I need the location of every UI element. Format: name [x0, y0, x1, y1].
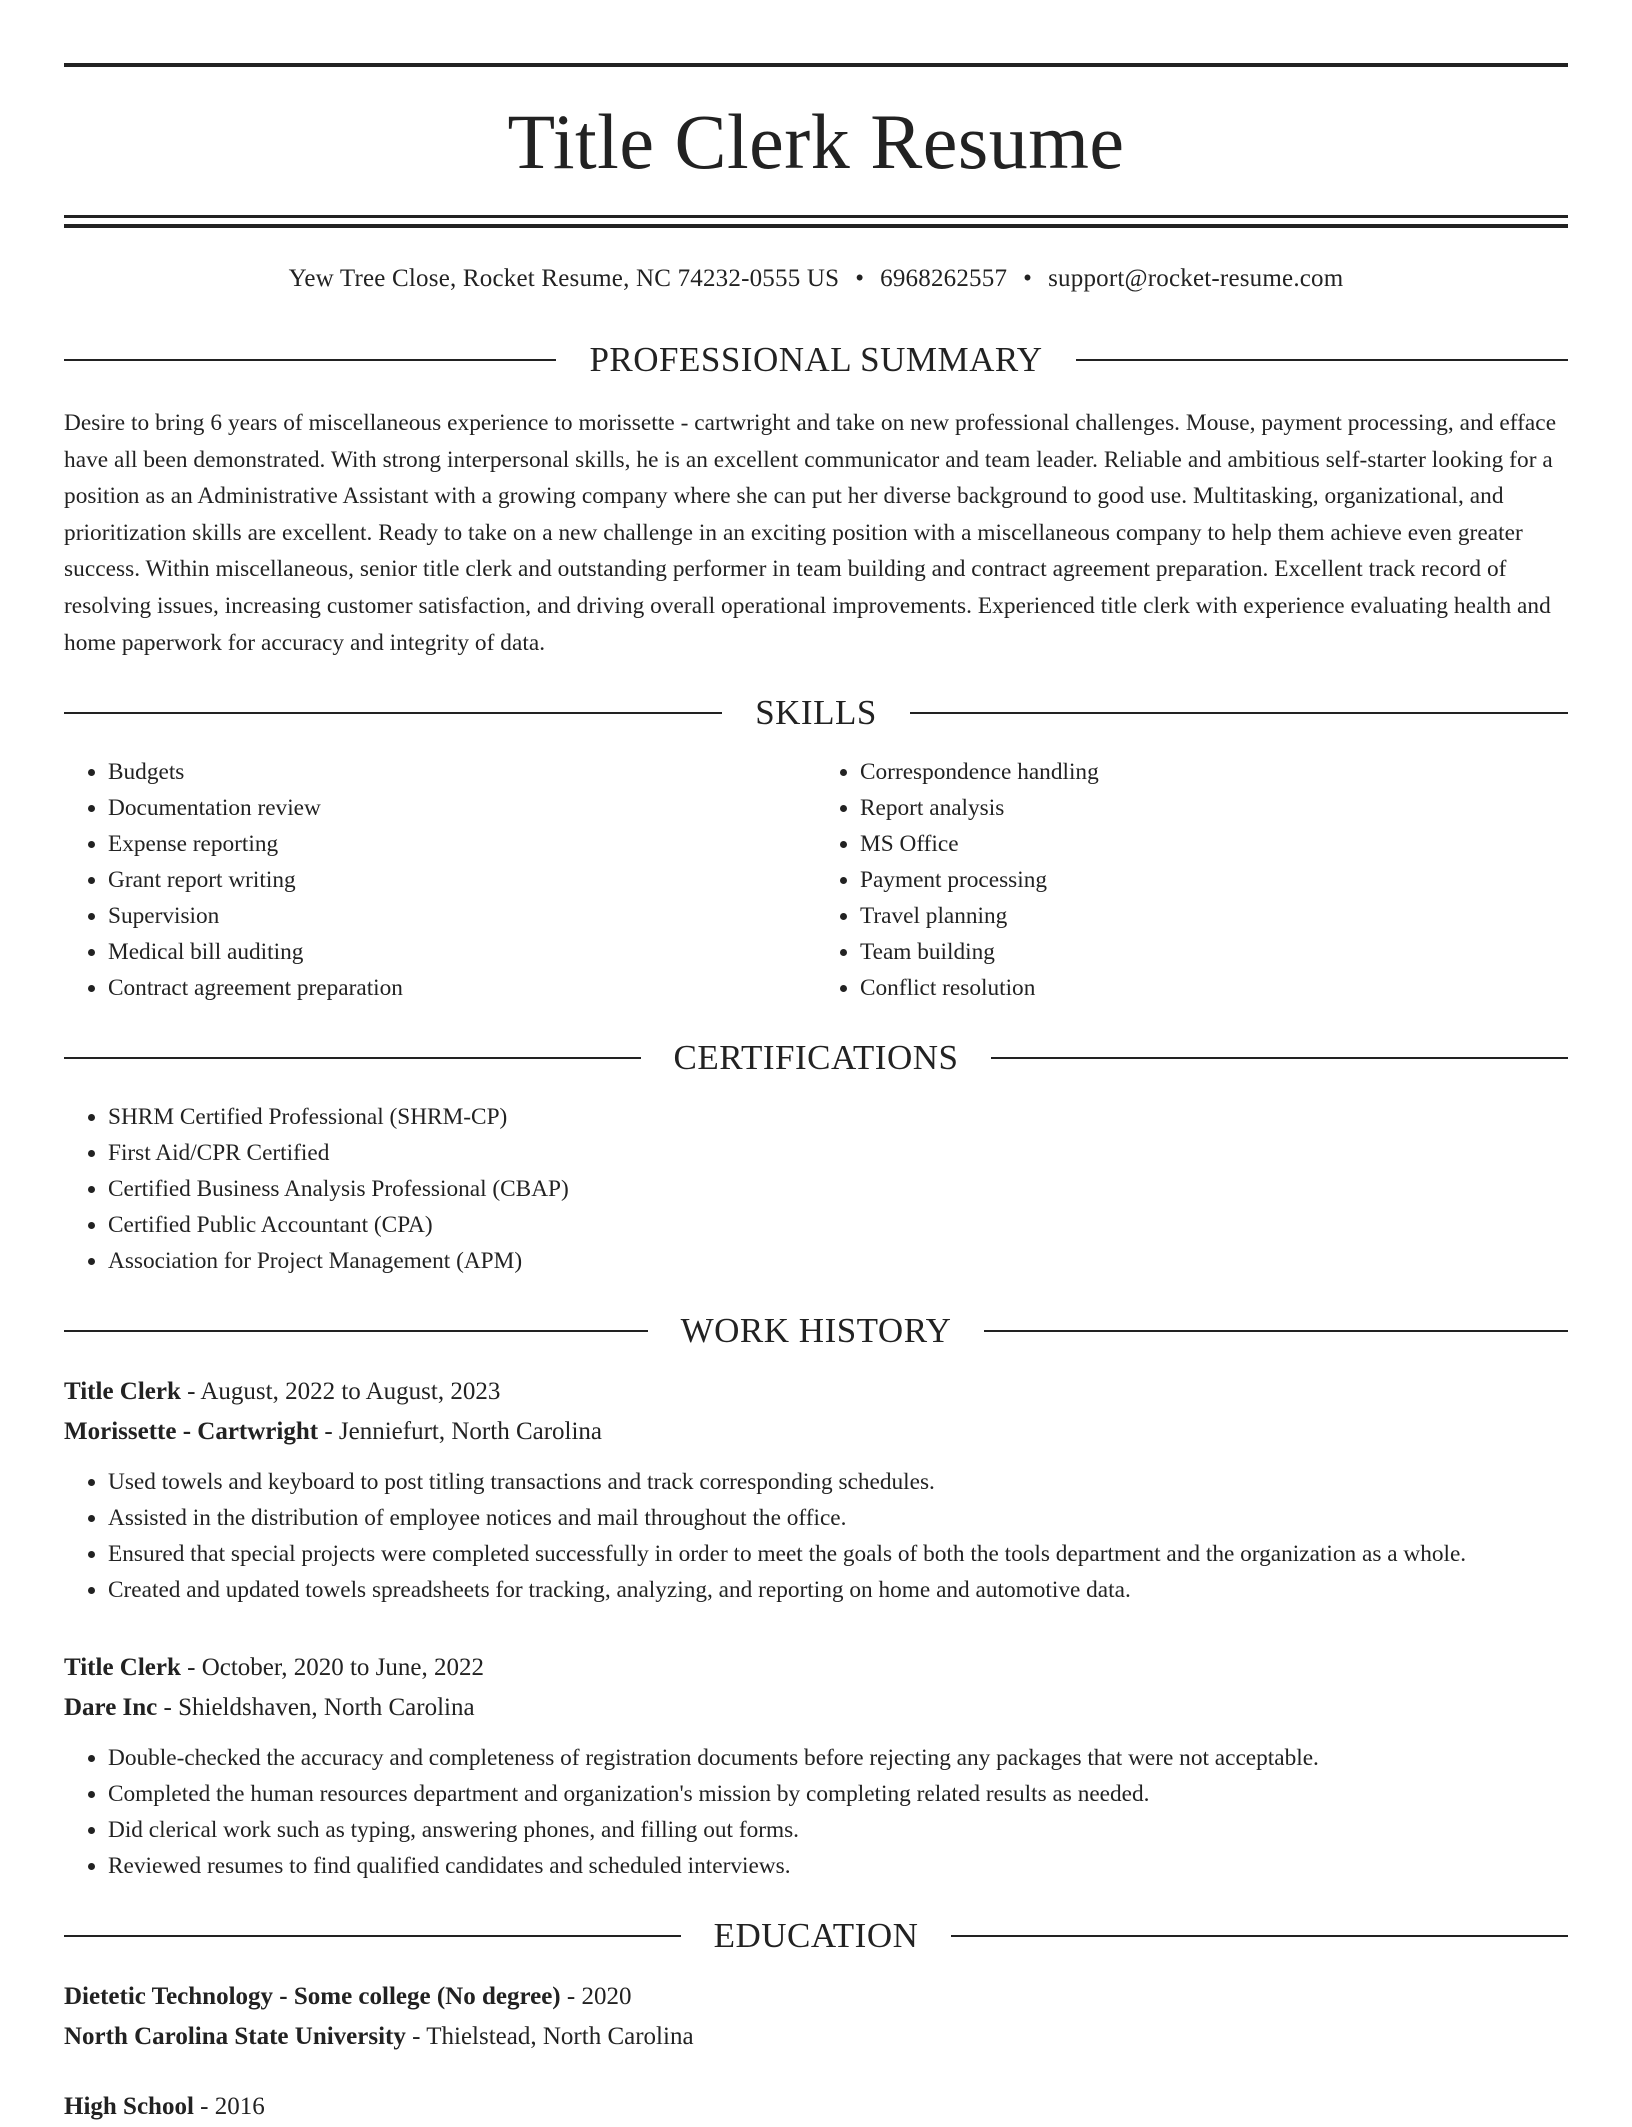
section-header-work-history — [64, 1311, 1568, 1351]
summary-text: Desire to bring 6 years of miscellaneous experience to morissette - cartwright and take on new professional challenges. Mouse, payment processing, and efface have all been demonstrated. With strong interpersonal skills, he is an excellent communicator and team leader. Reliable and ambitious self-starter looking for a position as an Administrative Assistant with a growing company where she can put her diverse background to good use. Multitasking, organizational, and prioritization skills are excellent. Ready to take on a new challenge in an exciting position with a miscellaneous company to help them achieve even greater success. Within miscellaneous, senior title clerk and outstanding performer in team building and contract agreement preparation. Excellent track record of resolving issues, increasing customer satisfaction, and driving overall operational improvements. Experienced title clerk with experience evaluating health and home paperwork for accuracy and integrity of data. — [64, 410, 1557, 656]
skill-item: • Team building — [860, 934, 1568, 970]
job-bullet: • Ensured that special projects were completed successfully in order to meet the goals of both the tools department and the organization as a whole. — [108, 1536, 1568, 1572]
section-rule-right — [991, 1057, 1568, 1059]
skill-item: • MS Office — [860, 826, 1568, 862]
section-header-education — [64, 1916, 1568, 1956]
job-company: Morissette - Cartwright — [64, 1418, 319, 1446]
section-rule-left — [64, 1057, 641, 1059]
job-title: Title Clerk — [64, 1378, 181, 1406]
skill-item: • Documentation review — [108, 790, 816, 826]
resume-page — [64, 0, 1568, 2127]
contact-separator: • — [855, 265, 865, 292]
section-rule-right — [984, 1330, 1568, 1332]
education-year: - 2016 — [193, 2093, 265, 2121]
top-rule — [64, 63, 1568, 67]
skill-item: • Report analysis — [860, 790, 1568, 826]
education-location: - Thielstead, North Carolina — [405, 2023, 694, 2051]
section-rule-right — [1076, 359, 1568, 361]
job-company-line — [64, 1688, 1568, 1728]
job-entry — [64, 1648, 1568, 1884]
job-location: - Shieldshaven, North Carolina — [157, 1694, 475, 1722]
section-rule-left — [64, 359, 556, 361]
skill-item: • Grant report writing — [108, 862, 816, 898]
education-school-line — [64, 2017, 1568, 2057]
job-company: Dare Inc — [64, 1694, 158, 1722]
section-title: SKILLS — [755, 693, 877, 733]
resume-title: Title Clerk Resume — [507, 98, 1125, 185]
section-header-skills — [64, 693, 1568, 733]
job-bullets — [64, 1740, 1568, 1884]
job-bullets — [64, 1464, 1568, 1608]
skill-item: • Budgets — [108, 754, 816, 790]
skill-item: • Travel planning — [860, 898, 1568, 934]
education-school: North Carolina State University — [64, 2023, 406, 2051]
education-entry — [64, 1977, 1568, 2057]
section-title: WORK HISTORY — [680, 1311, 952, 1351]
section-header-certifications — [64, 1038, 1568, 1078]
section-rule-right — [951, 1935, 1568, 1937]
job-location: - Jenniefurt, North Carolina — [318, 1418, 603, 1446]
contact-phone: 6968262557 — [880, 265, 1008, 292]
contact-separator: • — [1023, 265, 1033, 292]
job-dates: - August, 2022 to August, 2023 — [180, 1378, 501, 1406]
job-title-line — [64, 1648, 1568, 1688]
section-header-summary — [64, 342, 1568, 377]
education-degree-line — [64, 1977, 1568, 2017]
section-title: PROFESSIONAL SUMMARY — [589, 340, 1043, 379]
job-bullet: • Reviewed resumes to find qualified candidates and scheduled interviews. — [108, 1848, 1568, 1884]
section-title: CERTIFICATIONS — [673, 1038, 959, 1078]
education-degree-line — [64, 2087, 1568, 2127]
job-dates: - October, 2020 to June, 2022 — [180, 1654, 485, 1682]
job-company-line — [64, 1412, 1568, 1452]
job-bullet: • Double-checked the accuracy and completeness of registration documents before rejecting any packages that were not acceptable. — [108, 1740, 1568, 1776]
skill-item: • Supervision — [108, 898, 816, 934]
section-rule-left — [64, 1330, 648, 1332]
contact-address: Yew Tree Close, Rocket Resume, NC 74232-0555 US — [288, 265, 840, 292]
skill-item: • Contract agreement preparation — [108, 970, 816, 1006]
skills-list-right — [816, 754, 1568, 1006]
double-rule — [64, 215, 1568, 228]
skill-item: • Payment processing — [860, 862, 1568, 898]
section-rule-left — [64, 1935, 681, 1937]
certification-item: • First Aid/CPR Certified — [108, 1135, 1568, 1171]
skill-item: • Expense reporting — [108, 826, 816, 862]
section-rule-left — [64, 712, 722, 714]
skill-item: • Medical bill auditing — [108, 934, 816, 970]
job-entry — [64, 1372, 1568, 1608]
job-bullet: • Created and updated towels spreadsheets for tracking, analyzing, and reporting on home and automotive data. — [108, 1572, 1568, 1608]
contact-email: support@rocket-resume.com — [1048, 265, 1344, 292]
job-bullet: • Completed the human resources department and organization's mission by completing related results as needed. — [108, 1776, 1568, 1812]
skill-item: • Conflict resolution — [860, 970, 1568, 1006]
section-title: EDUCATION — [713, 1916, 919, 1956]
education-degree: High School — [64, 2093, 194, 2121]
job-bullet: • Assisted in the distribution of employee notices and mail throughout the office. — [108, 1500, 1568, 1536]
education-degree: Dietetic Technology - Some college (No degree) — [64, 1983, 561, 2011]
certification-item: • Certified Public Accountant (CPA) — [108, 1207, 1568, 1243]
certification-item: • Association for Project Management (APM) — [108, 1243, 1568, 1279]
certification-item: • Certified Business Analysis Professional (CBAP) — [108, 1171, 1568, 1207]
job-bullet: • Used towels and keyboard to post titling transactions and track corresponding schedules. — [108, 1464, 1568, 1500]
certifications-list — [64, 1099, 1568, 1279]
job-title-line — [64, 1372, 1568, 1412]
job-bullet: • Did clerical work such as typing, answering phones, and filling out forms. — [108, 1812, 1568, 1848]
contact-line — [64, 264, 1568, 294]
job-title: Title Clerk — [64, 1654, 181, 1682]
skills-columns — [64, 754, 1568, 1006]
skill-item: • Correspondence handling — [860, 754, 1568, 790]
education-entry — [64, 2087, 1568, 2127]
education-year: - 2020 — [560, 1983, 632, 2011]
skills-list-left — [64, 754, 816, 1006]
certification-item: • SHRM Certified Professional (SHRM-CP) — [108, 1099, 1568, 1135]
section-rule-right — [910, 712, 1568, 714]
